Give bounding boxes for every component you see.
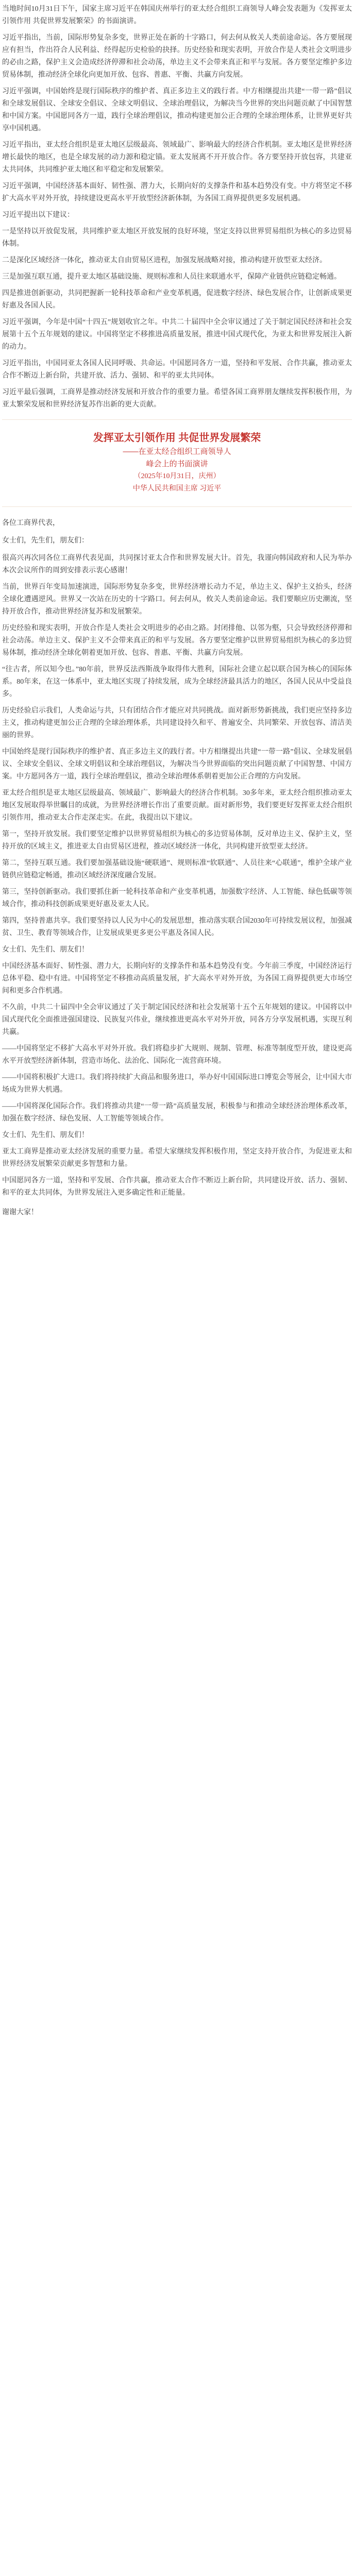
speech-paragraph: 历史经验启示我们，人类命运与共，只有团结合作才能应对共同挑战。面对新形势新挑战，我们更应坚持多边主义，推动构建更加公正合理的全球治理体系，共同建设持久和平、普遍安全、共同繁荣、开放包容、清洁美丽的世界。 [2, 707, 352, 739]
intro-paragraph: 二是深化区域经济一体化，推动亚太自由贸易区进程，加强发展战略对接，推动构建开放型亚太经济。 [2, 257, 327, 264]
intro-paragraph: 习近平最后强调，工商界是推动经济发展和开放合作的重要力量。希望各国工商界朋友继续发挥积极作用，为亚太繁荣发展和世界经济复苏作出新的更大贡献。 [2, 388, 352, 409]
speech-title: 发挥亚太引领作用 共促世界发展繁荣 [93, 432, 261, 444]
speech-speaker: 中华人民共和国主席 习近平 [132, 485, 222, 493]
intro-paragraph: 习近平指出，中国同亚太各国人民同呼吸、共命运。中国愿同各方一道，坚持和平发展、合作共赢，推动亚太合作不断迈上新台阶，共建开放、活力、强韧、和平的亚太共同体。 [2, 360, 352, 380]
speech-subtitle-line-2: 峰会上的书面演讲 [146, 460, 208, 468]
speech-paragraph: 女士们、先生们、朋友们！ [2, 1131, 89, 1139]
intro-paragraph: 习近平指出，亚太经合组织是亚太地区层级最高、领域最广、影响最大的经济合作机制。亚太地区是世界经济增长最快的地区，也是全球发展的动力源和稳定锚。亚太发展离不开开放合作。各方要坚持开放包容，共建亚太共同体，共同维护亚太地区和平稳定和发展繁荣。 [2, 141, 352, 174]
article-body [0, 0, 354, 1231]
speech-greeting: 各位工商界代表， [2, 519, 60, 527]
speech-title-banner [2, 419, 352, 507]
speech-paragraph: ——中国将积极扩大进口。我们将持续扩大商品和服务进口，举办好中国国际进口博览会等展会，让中国大市场成为世界大机遇。 [2, 1074, 352, 1094]
intro-paragraph: 习近平指出，当前，国际形势复杂多变，世界正处在新的十字路口，何去何从攸关人类前途命运。各方要展现应有担当，作出符合人民利益、经得起历史检验的抉择。历史经验和现实表明，开放合作是人类社会文明进步的必由之路，保护主义会造成经济停滞和社会动荡，单边主义不会带来真正和平与发展。各方要坚定维护多边贸易体制，推动经济全球化向更加开放、包容、普惠、平衡、共赢方向发展。 [2, 34, 352, 79]
speech-paragraph: ——中国将深化国际合作。我们将推动共建“一带一路”高质量发展，积极参与和推动全球经济治理体系改革，加强在数字经济、绿色发展、人工智能等领域合作。 [2, 1103, 352, 1123]
intro-paragraph: 当地时间10月31日下午，国家主席习近平在韩国庆州举行的亚太经合组织工商领导人峰会发表题为《发挥亚太引领作用 共促世界发展繁荣》的书面演讲。 [2, 5, 352, 25]
intro-section [2, 3, 352, 411]
speech-paragraph: 女士们、先生们、朋友们！ [2, 946, 89, 954]
speech-paragraph: “往古者，所以知今也。”80年前，世界反法西斯战争取得伟大胜利，国际社会建立起以联合国为核心的国际体系。80年来，在这一体系中，亚太地区实现了持续发展，成为全球经济最具活力的地区，各国人民从中受益良多。 [2, 666, 352, 698]
speech-salutation: 女士们，先生们，朋友们： [2, 537, 89, 545]
intro-paragraph: 习近平强调，中国经济基本面好、韧性强、潜力大，长期向好的支撑条件和基本趋势没有变。中方将坚定不移扩大高水平对外开放，持续建设更高水平开放型经济新体制，为各国工商界提供更多发展机遇。 [2, 182, 352, 202]
intro-paragraph: 一是坚持以开放促发展，共同维护亚太地区开放发展的良好环境，坚定支持以世界贸易组织为核心的多边贸易体制。 [2, 228, 352, 248]
speech-paragraph: 第三，坚持创新驱动。我们要抓住新一轮科技革命和产业变革机遇，加强数字经济、人工智能、绿色低碳等领域合作，推动科技创新成果更好惠及亚太人民。 [2, 888, 352, 908]
speech-paragraph: 很高兴再次同各位工商界代表见面，共同探讨亚太合作和世界发展大计。首先，我谨向韩国政府和人民为举办本次会议所作的周到安排表示衷心感谢！ [2, 554, 352, 574]
speech-subtitle-line-1: ——在亚太经合组织工商领导人 [123, 447, 231, 456]
speech-paragraph: 不久前，中共二十届四中全会审议通过了关于制定国民经济和社会发展第十五个五年规划的建议。中国将以中国式现代化全面推进强国建设、民族复兴伟业，继续推进更高水平对外开放，同各方分享发展机遇，实现互利共赢。 [2, 1004, 352, 1036]
speech-paragraph: 亚太工商界是推动亚太经济发展的重要力量。希望大家继续发挥积极作用，坚定支持开放合作，为促进亚太和世界经济发展繁荣贡献更多智慧和力量。 [2, 1148, 352, 1168]
intro-paragraph: 习近平强调，今年是中国“十四五”规划收官之年。中共二十届四中全会审议通过了关于制定国民经济和社会发展第十五个五年规划的建议。中国将坚定不移推进高质量发展，推进中国式现代化，为亚太和世界发展注入新的动力。 [2, 318, 352, 351]
speech-paragraph: 亚太经合组织是亚太地区层级最高、领域最广、影响最大的经济合作机制。30多年来，亚太经合组织推动亚太地区发展取得举世瞩目的成就，为世界经济增长作出了重要贡献。面对新形势，我们要更好发挥亚太经合组织引领作用，推动亚太合作走深走实。在此，我提出以下建议。 [2, 789, 352, 822]
speech-paragraph: 中国愿同各方一道，坚持和平发展、合作共赢，推动亚太合作不断迈上新台阶，共同建设开放、活力、强韧、和平的亚太共同体，为世界发展注入更多确定性和正能量。 [2, 1177, 352, 1197]
intro-paragraph: 习近平强调，中国始终是现行国际秩序的维护者、真正多边主义的践行者。中方相继提出共建“一带一路”倡议和全球发展倡议、全球安全倡议、全球文明倡议、全球治理倡议，为解决当今世界的突出问题贡献了中国智慧和中国方案。中国愿同各方一道，践行全球治理倡议，推动构建更加公正合理的全球治理体系，让世界更好共享中国机遇。 [2, 88, 352, 132]
speech-paragraph: 中国经济基本面好、韧性强、潜力大，长期向好的支撑条件和基本趋势没有变。今年前三季度，中国经济运行总体平稳、稳中有进。中国将坚定不移推动高质量发展，扩大高水平对外开放，为各国工商界提供更大市场空间和更多合作机遇。 [2, 962, 352, 995]
intro-paragraph: 三是加强互联互通，提升亚太地区基础设施、规则标准和人员往来联通水平，保障产业链供应链稳定畅通。 [2, 273, 341, 281]
speech-paragraph: 当前，世界百年变局加速演进，国际形势复杂多变，世界经济增长动力不足，单边主义、保护主义抬头，经济全球化遭遇逆风。世界又一次站在历史的十字路口。何去何从，攸关人类前途命运。我们要顺应历史潮流，坚持开放合作，推动世界经济复苏和发展繁荣。 [2, 583, 352, 616]
speech-section [2, 552, 352, 1199]
speech-paragraph: 第二，坚持互联互通。我们要加强基础设施“硬联通”、规则标准“软联通”、人员往来“心联通”，维护全球产业链供应链稳定畅通，推动区域经济深度融合发展。 [2, 859, 352, 879]
speech-paragraph: 第一，坚持开放发展。我们要坚定维护以世界贸易组织为核心的多边贸易体制，反对单边主义、保护主义，坚持开放的区域主义，推进亚太自由贸易区进程，推动区域经济一体化，共同构建开放型亚太经济。 [2, 831, 352, 851]
speech-paragraph: 历史经验和现实表明，开放合作是人类社会文明进步的必由之路。封闭排他、以邻为壑，只会导致经济停滞和社会动荡。单边主义、保护主义不会带来真正的和平与发展。各方要坚定维护以世界贸易组织为核心的多边贸易体制，推动经济全球化朝着更加开放、包容、普惠、平衡、共赢方向发展。 [2, 624, 352, 657]
speech-closing: 谢谢大家！ [2, 1209, 38, 1216]
speech-paragraph: 中国始终是现行国际秩序的维护者、真正多边主义的践行者。中方相继提出共建“一带一路”倡议、全球发展倡议、全球安全倡议、全球文明倡议和全球治理倡议，为解决当今世界面临的突出问题贡献了中国智慧、中国方案。中方愿同各方一道，践行全球治理倡议，推动全球治理体系朝着更加公正合理的方向发展。 [2, 748, 352, 781]
speech-paragraph: ——中国将坚定不移扩大高水平对外开放。我们将稳步扩大规则、规制、管理、标准等制度型开放，建设更高水平开放型经济新体制，营造市场化、法治化、国际化一流营商环境。 [2, 1045, 352, 1065]
intro-paragraph: 四是推进创新驱动，共同把握新一轮科技革命和产业变革机遇，促进数字经济、绿色发展合作，让创新成果更好惠及各国人民。 [2, 290, 352, 310]
speech-date: （2025年10月31日，庆州） [133, 472, 221, 480]
intro-paragraph: 习近平提出以下建议： [2, 211, 74, 219]
speech-paragraph: 第四，坚持普惠共享。我们要坚持以人民为中心的发展思想，推动落实联合国2030年可持续发展议程，加强减贫、卫生、教育等领域合作，让发展成果更多更公平惠及各国人民。 [2, 917, 352, 937]
